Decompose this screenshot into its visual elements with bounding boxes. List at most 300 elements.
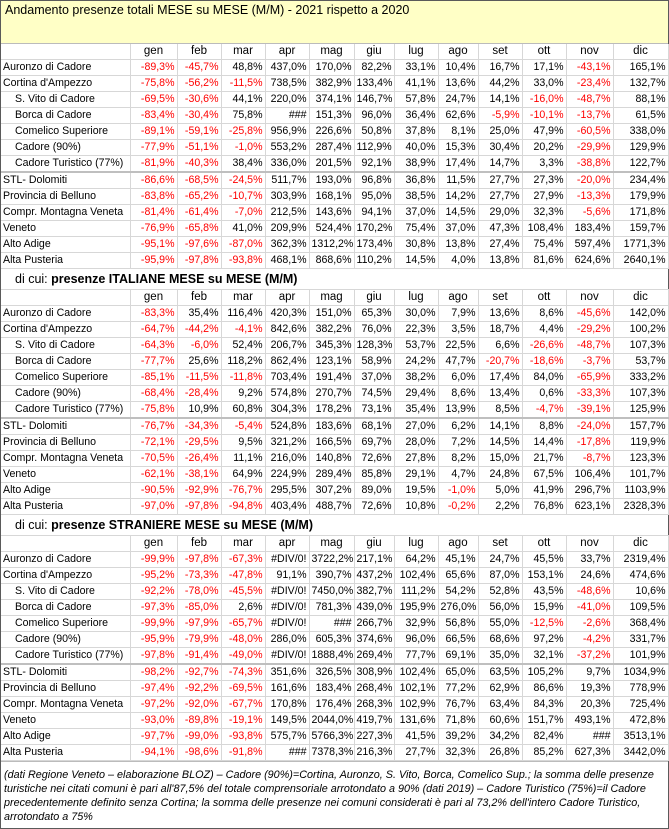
section-heading-title: presenze STRANIERE MESE su MESE (M/M) xyxy=(51,518,313,532)
value-cell: 183,4% xyxy=(566,221,613,237)
value-cell: 68,1% xyxy=(354,418,394,435)
value-cell: -11,5% xyxy=(177,370,221,386)
value-cell: 8,8% xyxy=(522,418,566,435)
value-cell: 142,0% xyxy=(613,306,668,322)
value-cell: -98,6% xyxy=(177,745,221,761)
value-cell: #DIV/0! xyxy=(265,648,309,665)
value-cell: 38,9% xyxy=(394,156,438,173)
value-cell: 1888,4% xyxy=(309,648,354,665)
value-cell: -76,7% xyxy=(130,418,177,435)
row-label: Compr. Montagna Veneta xyxy=(1,451,130,467)
value-cell: 133,4% xyxy=(354,76,394,92)
value-cell: 574,8% xyxy=(265,386,309,402)
value-cell: -45,7% xyxy=(177,60,221,76)
value-cell: -41,0% xyxy=(566,600,613,616)
month-header: apr xyxy=(265,44,309,60)
value-cell: 140,8% xyxy=(309,451,354,467)
value-cell: 41,9% xyxy=(522,483,566,499)
value-cell: 65,6% xyxy=(438,568,478,584)
value-cell: 37,8% xyxy=(394,124,438,140)
value-cell: 66,5% xyxy=(438,632,478,648)
month-header: mar xyxy=(221,44,265,60)
value-cell: -64,3% xyxy=(130,338,177,354)
value-cell: -2,6% xyxy=(566,616,613,632)
value-cell: 27,7% xyxy=(394,745,438,761)
row-label: Provincia di Belluno xyxy=(1,189,130,205)
value-cell: -11,8% xyxy=(221,370,265,386)
value-cell: 2319,4% xyxy=(613,552,668,568)
value-cell: 82,4% xyxy=(522,729,566,745)
row-label: Cadore Turistico (77%) xyxy=(1,156,130,173)
value-cell: 37,0% xyxy=(438,221,478,237)
value-cell: 18,7% xyxy=(478,322,522,338)
value-cell: 102,9% xyxy=(394,697,438,713)
value-cell: 14,5% xyxy=(478,435,522,451)
value-cell: 47,3% xyxy=(478,221,522,237)
value-cell: -20,7% xyxy=(478,354,522,370)
value-cell: 345,3% xyxy=(309,338,354,354)
value-cell: -61,4% xyxy=(177,205,221,221)
table-row xyxy=(1,681,668,697)
value-cell: 390,7% xyxy=(309,568,354,584)
table-row xyxy=(1,584,668,600)
row-label: Alta Pusteria xyxy=(1,253,130,269)
value-cell: -0,2% xyxy=(438,499,478,515)
value-cell: -94,1% xyxy=(130,745,177,761)
value-cell: 149,5% xyxy=(265,713,309,729)
month-header: lug xyxy=(394,44,438,60)
month-header: giu xyxy=(354,536,394,552)
value-cell: -17,8% xyxy=(566,435,613,451)
value-cell: 368,4% xyxy=(613,616,668,632)
row-label: Comelico Superiore xyxy=(1,616,130,632)
value-cell: -20,0% xyxy=(566,172,613,189)
value-cell: 419,7% xyxy=(354,713,394,729)
value-cell: 33,0% xyxy=(522,76,566,92)
value-cell: 76,0% xyxy=(354,322,394,338)
value-cell: 151,7% xyxy=(522,713,566,729)
row-label: Cortina d'Ampezzo xyxy=(1,322,130,338)
value-cell: 8,1% xyxy=(438,124,478,140)
value-cell: 14,1% xyxy=(478,92,522,108)
value-cell: 102,4% xyxy=(394,568,438,584)
month-header: giu xyxy=(354,290,394,306)
value-cell: 382,2% xyxy=(309,322,354,338)
value-cell: -68,5% xyxy=(177,172,221,189)
value-cell: 146,7% xyxy=(354,92,394,108)
value-cell: 153,1% xyxy=(522,568,566,584)
row-label: Alto Adige xyxy=(1,483,130,499)
value-cell: -26,4% xyxy=(177,451,221,467)
value-cell: 307,2% xyxy=(309,483,354,499)
value-cell: 122,7% xyxy=(613,156,668,173)
value-cell: -77,9% xyxy=(130,140,177,156)
value-cell: 119,9% xyxy=(613,435,668,451)
value-cell: 4,4% xyxy=(522,322,566,338)
month-header: feb xyxy=(177,44,221,60)
value-cell: 111,2% xyxy=(394,584,438,600)
value-cell: 1312,2% xyxy=(309,237,354,253)
row-label: Cadore Turistico (77%) xyxy=(1,402,130,419)
value-cell: 553,2% xyxy=(265,140,309,156)
value-cell: 13,8% xyxy=(478,253,522,269)
table-row xyxy=(1,354,668,370)
value-cell: 27,0% xyxy=(394,418,438,435)
value-cell: -1,0% xyxy=(221,140,265,156)
table-body xyxy=(1,44,668,761)
value-cell: ### xyxy=(265,745,309,761)
month-header: apr xyxy=(265,536,309,552)
value-cell: 76,8% xyxy=(522,499,566,515)
table-row xyxy=(1,253,668,269)
value-cell: -77,7% xyxy=(130,354,177,370)
value-cell: 68,6% xyxy=(478,632,522,648)
value-cell: 374,1% xyxy=(309,92,354,108)
value-cell: 143,6% xyxy=(309,205,354,221)
row-label: Alto Adige xyxy=(1,729,130,745)
value-cell: 62,6% xyxy=(438,108,478,124)
value-cell: 132,7% xyxy=(613,76,668,92)
month-header: mag xyxy=(309,44,354,60)
value-cell: 69,7% xyxy=(354,435,394,451)
table-row xyxy=(1,205,668,221)
value-cell: 123,1% xyxy=(309,354,354,370)
value-cell: 54,2% xyxy=(438,584,478,600)
month-header: apr xyxy=(265,290,309,306)
value-cell: 86,6% xyxy=(522,681,566,697)
value-cell: 195,9% xyxy=(394,600,438,616)
value-cell: -67,3% xyxy=(221,552,265,568)
value-cell: 216,0% xyxy=(265,451,309,467)
value-cell: 14,5% xyxy=(394,253,438,269)
row-label: S. Vito di Cadore xyxy=(1,338,130,354)
section-heading-prefix: di cui: xyxy=(15,272,52,286)
row-label: Provincia di Belluno xyxy=(1,681,130,697)
table-row xyxy=(1,338,668,354)
table-row xyxy=(1,402,668,419)
value-cell: 35,4% xyxy=(177,306,221,322)
month-header: gen xyxy=(130,44,177,60)
row-label: Cortina d'Ampezzo xyxy=(1,568,130,584)
value-cell: 45,5% xyxy=(522,552,566,568)
value-cell: 102,4% xyxy=(394,664,438,681)
value-cell: 725,4% xyxy=(613,697,668,713)
value-cell: 151,0% xyxy=(309,306,354,322)
month-header: ago xyxy=(438,44,478,60)
value-cell: -30,4% xyxy=(177,108,221,124)
value-cell: 45,1% xyxy=(438,552,478,568)
value-cell: 38,5% xyxy=(394,189,438,205)
value-cell: 403,4% xyxy=(265,499,309,515)
value-cell: -73,3% xyxy=(177,568,221,584)
value-cell: -91,4% xyxy=(177,648,221,665)
value-cell: 97,2% xyxy=(522,632,566,648)
value-cell: 35,4% xyxy=(394,402,438,419)
table-row xyxy=(1,221,668,237)
value-cell: 304,3% xyxy=(265,402,309,419)
value-cell: 183,4% xyxy=(309,681,354,697)
month-header: set xyxy=(478,290,522,306)
value-cell: -48,7% xyxy=(566,338,613,354)
value-cell: -10,1% xyxy=(522,108,566,124)
value-cell: 6,2% xyxy=(438,418,478,435)
table-row xyxy=(1,108,668,124)
value-cell: -5,9% xyxy=(478,108,522,124)
value-cell: -97,0% xyxy=(130,499,177,515)
value-cell: -64,7% xyxy=(130,322,177,338)
table-row xyxy=(1,140,668,156)
month-header: dic xyxy=(613,44,668,60)
section-heading xyxy=(1,269,668,290)
value-cell: 8,6% xyxy=(522,306,566,322)
table-row xyxy=(1,745,668,761)
value-cell: 2,6% xyxy=(221,600,265,616)
value-cell: -5,6% xyxy=(566,205,613,221)
value-cell: 87,0% xyxy=(478,568,522,584)
value-cell: 85,8% xyxy=(354,467,394,483)
value-cell: 474,6% xyxy=(613,568,668,584)
row-label: S. Vito di Cadore xyxy=(1,584,130,600)
table-row xyxy=(1,697,668,713)
value-cell: 333,2% xyxy=(613,370,668,386)
value-cell: -95,1% xyxy=(130,237,177,253)
table-row xyxy=(1,124,668,140)
value-cell: -85,1% xyxy=(130,370,177,386)
section-heading-title: presenze ITALIANE MESE su MESE (M/M) xyxy=(51,272,298,286)
value-cell: -69,5% xyxy=(130,92,177,108)
month-header: giu xyxy=(354,44,394,60)
value-cell: -97,8% xyxy=(177,499,221,515)
value-cell: 102,1% xyxy=(394,681,438,697)
value-cell: 8,6% xyxy=(438,386,478,402)
value-cell: 30,8% xyxy=(394,237,438,253)
section-heading-prefix: di cui: xyxy=(15,518,52,532)
value-cell: 1771,3% xyxy=(613,237,668,253)
value-cell: -95,9% xyxy=(130,253,177,269)
value-cell: 6,0% xyxy=(438,370,478,386)
value-cell: 128,3% xyxy=(354,338,394,354)
value-cell: 268,3% xyxy=(354,697,394,713)
value-cell: -97,4% xyxy=(130,681,177,697)
value-cell: 226,6% xyxy=(309,124,354,140)
value-cell: -4,1% xyxy=(221,322,265,338)
value-cell: 28,0% xyxy=(394,435,438,451)
month-header: gen xyxy=(130,536,177,552)
value-cell: 60,6% xyxy=(478,713,522,729)
value-cell: 382,7% xyxy=(354,584,394,600)
value-cell: 38,4% xyxy=(221,156,265,173)
value-cell: 3722,2% xyxy=(309,552,354,568)
header-blank-cell xyxy=(1,44,130,60)
value-cell: 1103,9% xyxy=(613,483,668,499)
table-row xyxy=(1,499,668,515)
value-cell: 14,5% xyxy=(438,205,478,221)
value-cell: -3,7% xyxy=(566,354,613,370)
value-cell: 95,0% xyxy=(354,189,394,205)
value-cell: -1,0% xyxy=(438,483,478,499)
value-cell: 47,9% xyxy=(522,124,566,140)
value-cell: 3,5% xyxy=(438,322,478,338)
value-cell: 171,8% xyxy=(613,205,668,221)
month-header: set xyxy=(478,44,522,60)
value-cell: -65,9% xyxy=(566,370,613,386)
table-row xyxy=(1,60,668,76)
value-cell: 15,0% xyxy=(478,451,522,467)
value-cell: 105,2% xyxy=(522,664,566,681)
row-label: Comelico Superiore xyxy=(1,124,130,140)
value-cell: 19,3% xyxy=(566,681,613,697)
value-cell: 16,7% xyxy=(478,60,522,76)
table-row xyxy=(1,451,668,467)
value-cell: 72,6% xyxy=(354,451,394,467)
value-cell: -10,7% xyxy=(221,189,265,205)
month-header: ago xyxy=(438,536,478,552)
value-cell: 63,5% xyxy=(478,664,522,681)
value-cell: -97,9% xyxy=(177,616,221,632)
value-cell: 33,1% xyxy=(394,60,438,76)
value-cell: -97,8% xyxy=(177,253,221,269)
value-cell: 32,1% xyxy=(522,648,566,665)
value-cell: 13,9% xyxy=(438,402,478,419)
table-row xyxy=(1,648,668,665)
value-cell: -48,0% xyxy=(221,632,265,648)
value-cell: 34,2% xyxy=(478,729,522,745)
table-row xyxy=(1,386,668,402)
value-cell: 9,2% xyxy=(221,386,265,402)
value-cell: -23,4% xyxy=(566,76,613,92)
value-cell: -90,5% xyxy=(130,483,177,499)
row-label: Borca di Cadore xyxy=(1,354,130,370)
value-cell: 170,0% xyxy=(309,60,354,76)
value-cell: ### xyxy=(566,729,613,745)
value-cell: 56,0% xyxy=(478,600,522,616)
value-cell: -45,6% xyxy=(566,306,613,322)
value-cell: 4,0% xyxy=(438,253,478,269)
value-cell: 13,8% xyxy=(438,237,478,253)
row-label: Alto Adige xyxy=(1,237,130,253)
value-cell: 161,6% xyxy=(265,681,309,697)
value-cell: -4,2% xyxy=(566,632,613,648)
value-cell: -83,8% xyxy=(130,189,177,205)
value-cell: 32,3% xyxy=(522,205,566,221)
value-cell: 107,3% xyxy=(613,338,668,354)
value-cell: 1034,9% xyxy=(613,664,668,681)
value-cell: 81,6% xyxy=(522,253,566,269)
value-cell: 123,3% xyxy=(613,451,668,467)
row-label: Cadore Turistico (77%) xyxy=(1,648,130,665)
value-cell: 67,5% xyxy=(522,467,566,483)
value-cell: -92,7% xyxy=(177,664,221,681)
value-cell: 296,7% xyxy=(566,483,613,499)
value-cell: 191,4% xyxy=(309,370,354,386)
value-cell: 58,9% xyxy=(354,354,394,370)
value-cell: 597,4% xyxy=(566,237,613,253)
value-cell: 524,8% xyxy=(265,418,309,435)
value-cell: 209,9% xyxy=(265,221,309,237)
value-cell: 75,4% xyxy=(522,237,566,253)
value-cell: 439,0% xyxy=(354,600,394,616)
value-cell: 468,1% xyxy=(265,253,309,269)
value-cell: 176,4% xyxy=(309,697,354,713)
value-cell: 321,2% xyxy=(265,435,309,451)
value-cell: 41,1% xyxy=(394,76,438,92)
value-cell: -93,8% xyxy=(221,729,265,745)
row-label: Cadore (90%) xyxy=(1,386,130,402)
value-cell: 112,9% xyxy=(354,140,394,156)
month-header: ott xyxy=(522,290,566,306)
value-cell: 33,7% xyxy=(566,552,613,568)
value-cell: #DIV/0! xyxy=(265,552,309,568)
value-cell: 7450,0% xyxy=(309,584,354,600)
value-cell: 77,7% xyxy=(394,648,438,665)
row-label: Provincia di Belluno xyxy=(1,435,130,451)
value-cell: 106,4% xyxy=(566,467,613,483)
value-cell: 170,8% xyxy=(265,697,309,713)
value-cell: -28,4% xyxy=(177,386,221,402)
value-cell: -65,8% xyxy=(177,221,221,237)
value-cell: 6,6% xyxy=(478,338,522,354)
row-label: Veneto xyxy=(1,467,130,483)
value-cell: 17,4% xyxy=(438,156,478,173)
value-cell: 168,1% xyxy=(309,189,354,205)
value-cell: 738,5% xyxy=(265,76,309,92)
value-cell: 2640,1% xyxy=(613,253,668,269)
value-cell: 19,5% xyxy=(394,483,438,499)
value-cell: 44,1% xyxy=(221,92,265,108)
value-cell: -44,2% xyxy=(177,322,221,338)
value-cell: 14,1% xyxy=(478,418,522,435)
value-cell: -12,5% xyxy=(522,616,566,632)
month-header: lug xyxy=(394,290,438,306)
row-label: S. Vito di Cadore xyxy=(1,92,130,108)
value-cell: -81,4% xyxy=(130,205,177,221)
value-cell: -99,9% xyxy=(130,616,177,632)
value-cell: -92,0% xyxy=(177,697,221,713)
value-cell: -59,1% xyxy=(177,124,221,140)
value-cell: 269,4% xyxy=(354,648,394,665)
table-row xyxy=(1,552,668,568)
value-cell: 108,4% xyxy=(522,221,566,237)
value-cell: -33,3% xyxy=(566,386,613,402)
value-cell: -92,2% xyxy=(130,584,177,600)
value-cell: 44,2% xyxy=(478,76,522,92)
value-cell: -24,5% xyxy=(221,172,265,189)
value-cell: 131,6% xyxy=(394,713,438,729)
value-cell: 3,3% xyxy=(522,156,566,173)
value-cell: 50,8% xyxy=(354,124,394,140)
table-row xyxy=(1,156,668,173)
value-cell: 374,6% xyxy=(354,632,394,648)
value-cell: -97,3% xyxy=(130,600,177,616)
value-cell: 101,7% xyxy=(613,467,668,483)
value-cell: 77,2% xyxy=(438,681,478,697)
value-cell: 91,1% xyxy=(265,568,309,584)
month-header: ott xyxy=(522,536,566,552)
value-cell: 308,9% xyxy=(354,664,394,681)
row-label: Compr. Montagna Veneta xyxy=(1,205,130,221)
value-cell: 13,6% xyxy=(478,306,522,322)
value-cell: 24,8% xyxy=(478,467,522,483)
value-cell: -93,0% xyxy=(130,713,177,729)
value-cell: 69,1% xyxy=(438,648,478,665)
value-cell: 13,4% xyxy=(478,386,522,402)
value-cell: -99,9% xyxy=(130,552,177,568)
value-cell: 27,3% xyxy=(522,172,566,189)
value-cell: 29,1% xyxy=(394,467,438,483)
value-cell: -29,5% xyxy=(177,435,221,451)
value-cell: -86,6% xyxy=(130,172,177,189)
value-cell: 25,6% xyxy=(177,354,221,370)
